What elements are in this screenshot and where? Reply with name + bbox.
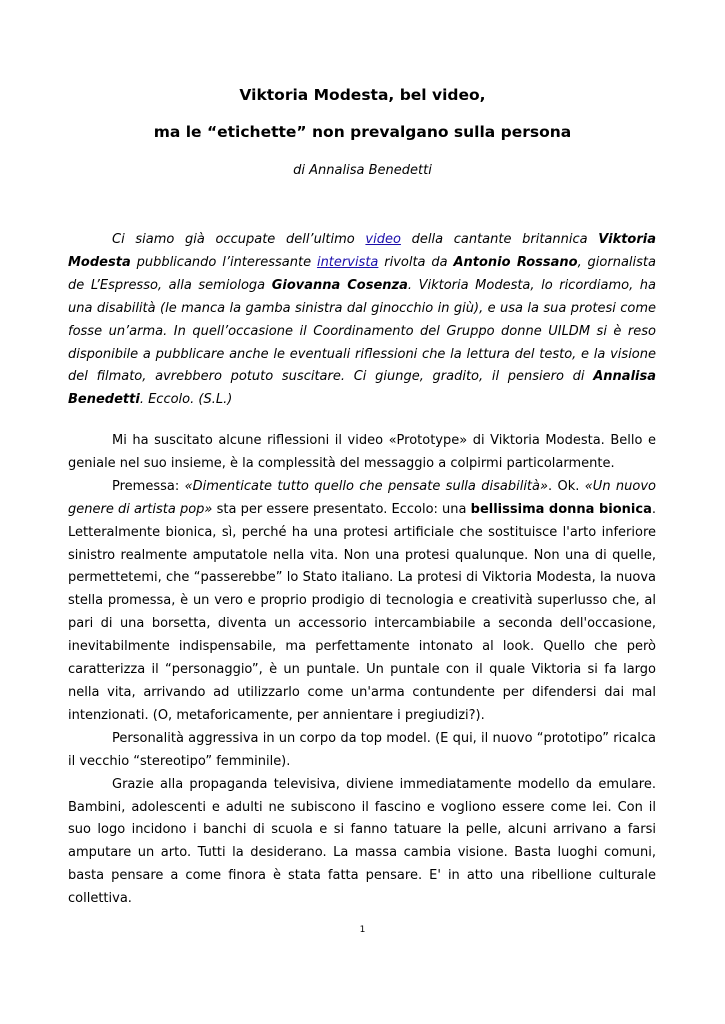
name-antonio-rossano: Antonio Rossano [453,254,578,270]
title-line-2: ma le “etichette” non prevalgano sulla persona [153,123,572,141]
p2-bold: bellissima donna bionica [470,501,652,517]
paragraph-2 [68,476,656,728]
intro-paragraph [68,229,656,412]
p2-text: . Letteralmente bionica, sì, perché ha una protesi artificiale che sostituisce l'arto inferiore sinistro realmente amputatole nella vita. Non una protesi qualunque. Non una di quelle, permettetemi, che “passerebbe” lo Stato italiano. La protesi di Viktoria Modesta, la nuova stella promessa, è un vero e proprio prodigio di tecnologia e creatività superlusso che, al pari di una borsetta, diventa un accessorio intercambiabile a seconda dell'occasione, inevitabilmente indispensabile, ma perfettamente intonato al look. Quello che però caratterizza il “personaggio”, è un puntale. Un puntale con il quale Viktoria si fa largo nella vita, arrivando ad utilizzarlo come un'arma contundente per difendersi dai mal intenzionati. (O, metaforicamente, per annientare i pregiudizi?). [68,501,656,723]
paragraph-3: Personalità aggressiva in un corpo da top model. (E qui, il nuovo “prototipo” ricalca il vecchio “stereotipo” femminile). [68,730,656,769]
p2-text: Premessa: [112,478,185,494]
paragraph-4: Grazie alla propaganda televisiva, diviene immediatamente modello da emulare. Bambini, adolescenti e adulti ne subiscono il fascino e vogliono essere come lei. Con il suo logo incidono i banchi di scuola e si fanno tatuare la pelle, alcuni arrivano a farsi amputare un arto. Tutti la desiderano. La massa cambia visione. Basta luoghi comuni, basta pensare a come finora è stata fatta pensare. E' in atto una ribellione culturale collettiva. [68,776,656,907]
p2-text: sta per essere presentato. Eccolo: una [212,501,471,517]
intervista-link[interactable]: intervista [316,254,379,270]
name-giovanna-cosenza: Giovanna Cosenza [271,277,408,293]
p2-quote-2: «Un nuovo genere di artista pop» [68,478,656,517]
video-link[interactable]: video [365,232,401,247]
paragraph-1: Mi ha suscitato alcune riflessioni il video «Prototype» di Viktoria Modesta. Bello e geniale nel suo insieme, è la complessità del messaggio a colpirmi particolarmente. [68,433,656,471]
intro-text: , giornalista de L’Espresso, alla semiologa [68,254,656,293]
name-annalisa-benedetti: Annalisa Benedetti [68,369,656,408]
name-viktoria-modesta: Viktoria Modesta [68,232,657,270]
article-body [68,430,656,911]
page-number: 1 [359,925,366,935]
intro-text: Ci siamo già occupate dell’ultimo [112,232,366,247]
p2-quote-1: «Dimenticate tutto quello che pensate sulla disabilità» [184,478,549,494]
title-line-1: Viktoria Modesta, bel video, [239,86,486,104]
p2-text: . Ok. [548,478,585,494]
intro-text: rivolta da [378,254,454,270]
intro-text: della cantante britannica [400,232,599,247]
intro-text: pubblicando l’interessante [130,254,317,270]
byline: di Annalisa Benedetti [293,163,432,178]
intro-text: . Eccolo. (S.L.) [139,392,233,408]
intro-text: . Viktoria Modesta, lo ricordiamo, ha una disabilità (le manca la gamba sinistra dal ginocchio in giù), e usa la sua protesi come fosse un’arma. In quell’occasione il Coordinamento del Gruppo donne UILDM si è reso disponibile a pubblicare anche le eventuali riflessioni che la lettura del testo, e la visione del filmato, avrebbero potuto suscitare. Ci giunge, gradito, il pensiero di [68,277,656,385]
